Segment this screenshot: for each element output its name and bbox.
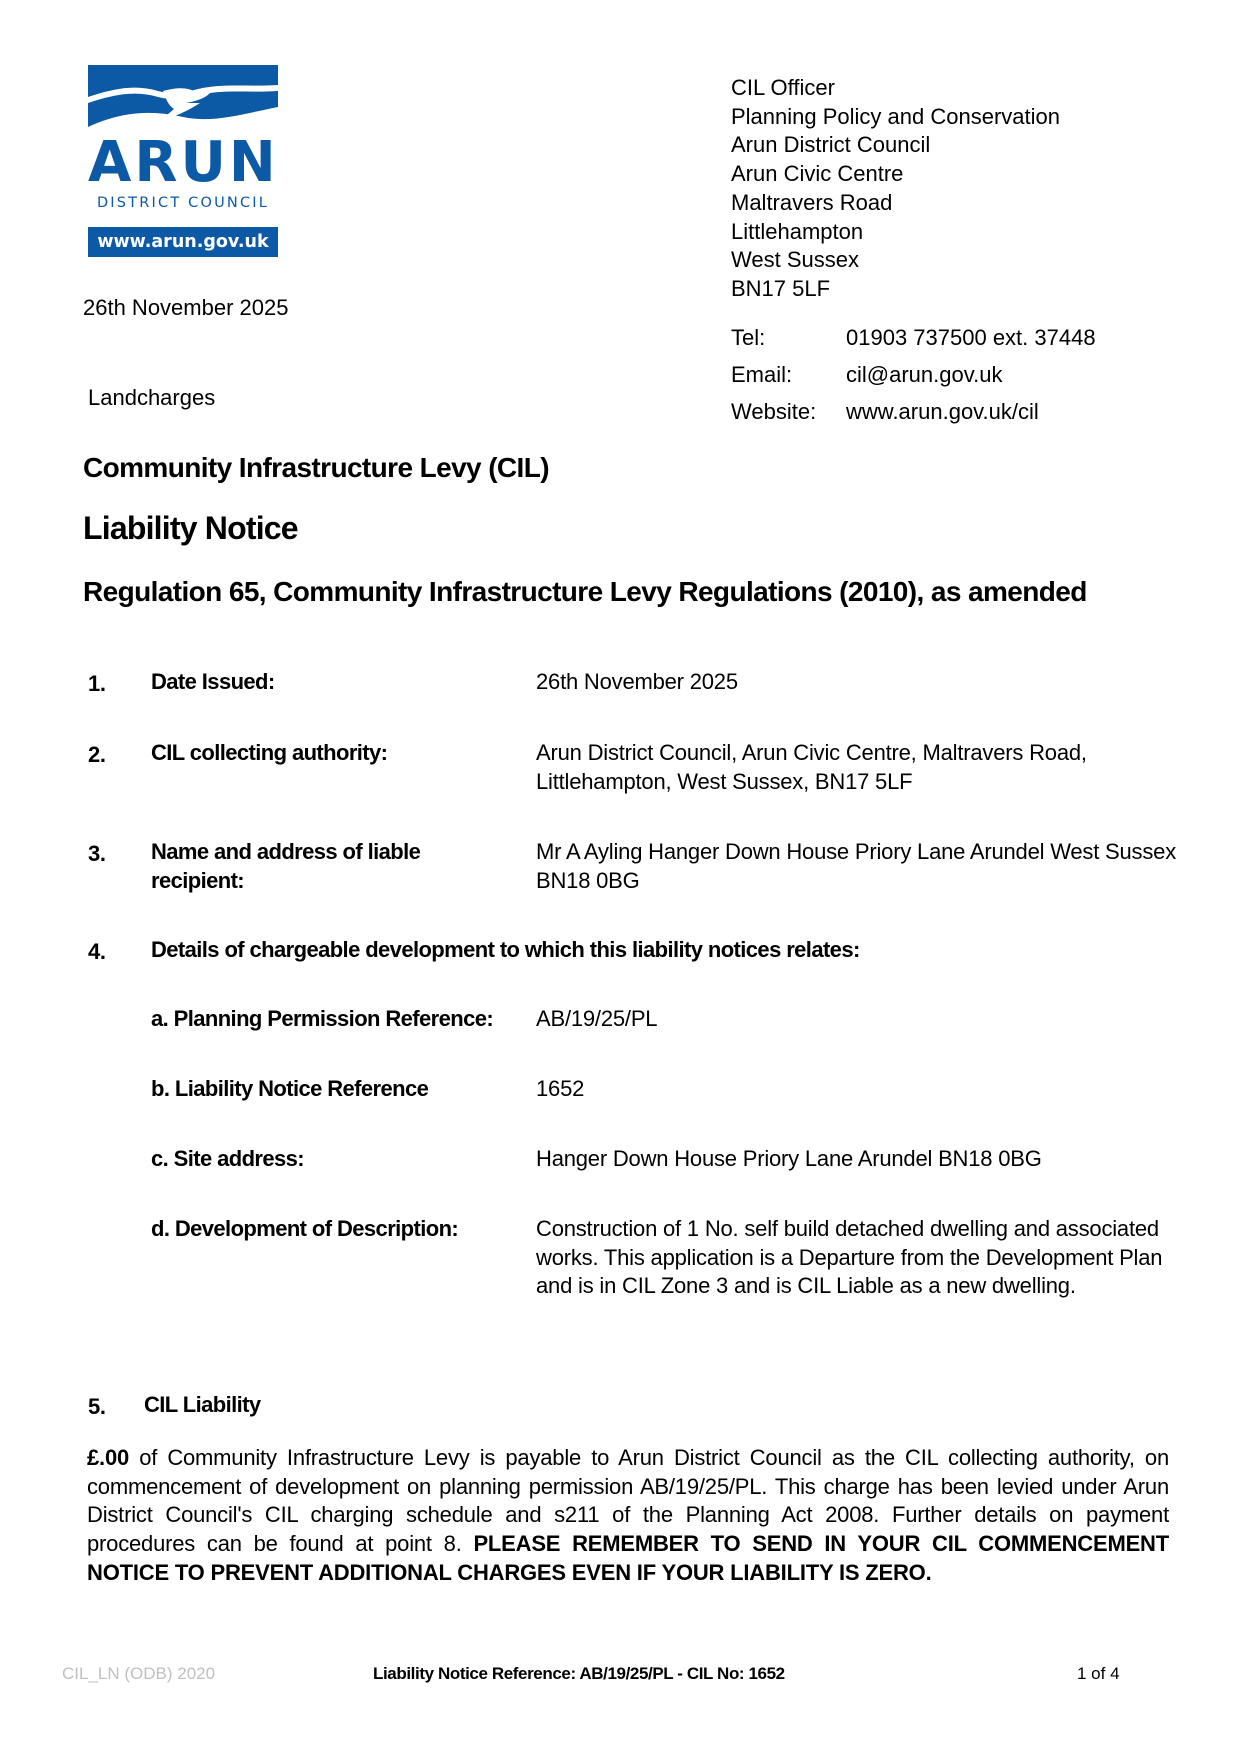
sender-address [731, 74, 1060, 304]
item-label: Name and address of liable recipient: [151, 839, 421, 893]
address-line: Arun Civic Centre [731, 161, 904, 187]
item-value: Mr A Ayling Hanger Down House Priory Lane Arundel West Sussex BN18 0BG [536, 839, 1176, 893]
sub-item-label: c. Site address: [151, 1146, 305, 1171]
website-link[interactable]: www.arun.gov.uk/cil [846, 399, 1039, 424]
sub-item-value: AB/19/25/PL [536, 1006, 658, 1031]
page-number: 1 of 4 [1077, 1664, 1120, 1683]
item-label: Date Issued: [151, 669, 275, 694]
contact-label: Email: [731, 362, 793, 387]
email-link[interactable]: cil@arun.gov.uk [846, 362, 1003, 387]
liability-text: of Community Infrastructure Levy is payable to Arun District Council as the CIL collecting authority, on commencement of development on planning permission AB/19/25/PL. This charge has been levied under Arun District Council's CIL charging schedule and s211 of the Planning Act 2008. Further details on payment procedures can be found at point 8. [87, 1445, 1169, 1557]
section-number: 5. [88, 1394, 106, 1419]
contact-tel [731, 325, 1096, 362]
contact-label: Tel: [731, 325, 766, 350]
document-subtitle: Liability Notice [83, 510, 298, 546]
address-line: Planning Policy and Conservation [731, 103, 1060, 129]
item-value: Arun District Council, Arun Civic Centre, Maltravers Road, Littlehampton, West Sussex, BN17 5LF [536, 740, 1087, 794]
footer-reference: Liability Notice Reference: AB/19/25/PL - CIL No: 1652 [373, 1664, 785, 1683]
logo-subtitle: DISTRICT COUNCIL [96, 195, 270, 211]
contact-details [731, 325, 1096, 436]
address-line: Arun District Council [731, 132, 931, 158]
address-line: BN17 5LF [731, 275, 831, 301]
regulation-heading: Regulation 65, Community Infrastructure Levy Regulations (2010), as amended [83, 576, 1087, 607]
address-line: CIL Officer [731, 75, 835, 100]
contact-website [731, 399, 1096, 436]
logo-url[interactable]: www.arun.gov.uk [88, 227, 278, 257]
item-value: 26th November 2025 [536, 669, 738, 694]
logo-wordmark: ARUN [88, 130, 279, 195]
address-line: Littlehampton [731, 218, 864, 244]
item-number: 2. [88, 742, 106, 767]
contact-value: 01903 737500 ext. 37448 [846, 325, 1096, 350]
sub-item-label: b. Liability Notice Reference [151, 1076, 429, 1101]
contact-email [731, 362, 1096, 399]
council-logo [88, 65, 278, 257]
address-line: Maltravers Road [731, 189, 893, 215]
item-label: CIL collecting authority: [151, 740, 388, 765]
address-line: West Sussex [731, 247, 859, 273]
item-number: 1. [88, 671, 106, 696]
sub-item-value: Construction of 1 No. self build detached dwelling and associated works. This application is a Departure from the Development Plan and is in CIL Zone 3 and is CIL Liable as a new dwelling. [536, 1216, 1163, 1298]
item-label: Details of chargeable development to which this liability notices relates: [151, 937, 860, 962]
commencement-warning: PLEASE REMEMBER TO SEND IN YOUR CIL COMMENCEMENT NOTICE TO PREVENT ADDITIONAL CHARGES EVEN IF YOUR LIABILITY IS ZERO. [87, 1531, 1169, 1585]
sub-item-value: 1652 [536, 1076, 585, 1101]
item-number: 3. [88, 841, 106, 866]
sub-item-label: a. Planning Permission Reference: [151, 1006, 494, 1031]
liability-amount: £.00 [87, 1445, 130, 1470]
recipient: Landcharges [88, 385, 216, 410]
sub-item-label: d. Development of Description: [151, 1216, 459, 1241]
letter-date: 26th November 2025 [83, 295, 289, 320]
document-title: Community Infrastructure Levy (CIL) [83, 452, 549, 483]
section-heading: CIL Liability [144, 1392, 261, 1417]
item-number: 4. [88, 939, 106, 964]
form-code: CIL_LN (ODB) 2020 [62, 1664, 216, 1683]
seagull-wave-icon [88, 65, 278, 135]
sub-item-value: Hanger Down House Priory Lane Arundel BN18 0BG [536, 1146, 1042, 1171]
liability-paragraph [87, 1444, 1169, 1588]
contact-label: Website: [731, 399, 817, 424]
